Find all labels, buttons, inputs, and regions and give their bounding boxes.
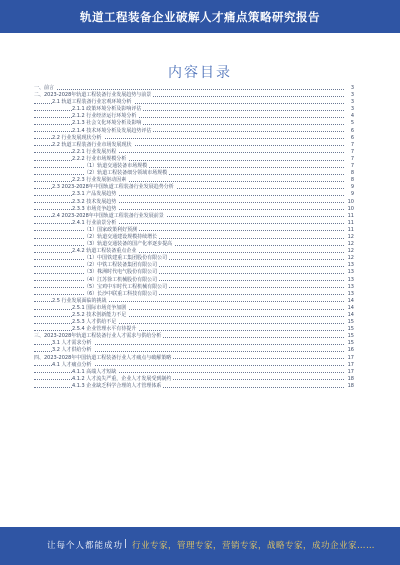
toc-entry-label: 2.4.1 行业前景分析 bbox=[72, 219, 117, 226]
toc-page-number: 10 bbox=[347, 205, 354, 212]
footer-slogan: 行业专家，管理专家，营销专家，战略专家，成功企业家…… bbox=[132, 541, 376, 551]
toc-entry-label: 2.1.1 政策环境分析及影响评估 bbox=[72, 106, 142, 113]
toc-page-number: 17 bbox=[347, 368, 354, 375]
toc-entry[interactable] bbox=[34, 248, 354, 255]
toc-page-number: 14 bbox=[347, 297, 354, 304]
toc-entry-label: 4.1.3 企业缺乏科学合理的人才管理体系 bbox=[72, 382, 162, 389]
toc-entry[interactable] bbox=[34, 149, 354, 156]
footer-banner bbox=[0, 527, 400, 565]
toc-page-number: 5 bbox=[350, 120, 354, 127]
toc-page-number: 13 bbox=[347, 276, 354, 283]
toc-entry-label: 2.3.3 市场竞争趋势 bbox=[72, 205, 117, 212]
toc-entry-label: 2.2 轨道工程装备行业市场发展现状 bbox=[52, 141, 132, 148]
toc-page-number: 3 bbox=[350, 106, 354, 113]
toc-leader-dots bbox=[34, 167, 344, 168]
toc-heading: 内容目录 bbox=[168, 65, 232, 81]
toc-entry-label: 2.3.1 产品发展趋势 bbox=[72, 191, 117, 198]
toc-page-number: 11 bbox=[347, 212, 354, 219]
toc-page-number: 11 bbox=[347, 219, 354, 226]
toc-page-number: 10 bbox=[347, 198, 354, 205]
toc-entry-label: 四、2023-2028年中国轨道工程装备行业人才痛点与破解策略 bbox=[34, 354, 172, 361]
toc-page-number: 14 bbox=[347, 304, 354, 311]
toc-page-number: 15 bbox=[347, 340, 354, 347]
toc-entry-label: 2.1.4 技术环境分析及发展趋势评估 bbox=[72, 127, 152, 134]
toc-entry-label: 一、前言 bbox=[34, 85, 55, 91]
toc-entry-label: 2.4 2023-2028年中国轨道工程装备行业发展前景 bbox=[52, 212, 164, 219]
toc-page-number: 12 bbox=[347, 241, 354, 248]
toc-page-number: 12 bbox=[347, 248, 354, 255]
toc-leader-dots bbox=[34, 280, 344, 281]
toc-page-number: 7 bbox=[350, 155, 354, 162]
toc-entry[interactable] bbox=[34, 362, 354, 369]
toc-entry-label: （3）株洲时代电气股份有限公司 bbox=[84, 269, 158, 276]
toc-page-number: 13 bbox=[347, 269, 354, 276]
toc-entry[interactable] bbox=[34, 213, 354, 220]
toc-entry[interactable] bbox=[34, 269, 354, 276]
toc-entry[interactable] bbox=[34, 255, 354, 262]
toc-entry[interactable] bbox=[34, 355, 354, 362]
toc-entry-label: 2.1.2 行业经济运行环境分析 bbox=[72, 113, 137, 120]
toc-page-number: 4 bbox=[350, 113, 354, 120]
toc-entry[interactable] bbox=[34, 376, 354, 383]
toc-page-number: 12 bbox=[347, 255, 354, 262]
toc-entry[interactable] bbox=[34, 347, 354, 354]
toc-entry-label: 2.5.2 技术创新能力不足 bbox=[72, 312, 127, 318]
toc-entry[interactable] bbox=[34, 206, 354, 213]
toc-page-number: 7 bbox=[350, 141, 354, 148]
toc-page-number: 16 bbox=[347, 347, 354, 354]
toc-entry-label: 2.1.3 社会文化环境分析及影响 bbox=[72, 120, 142, 127]
toc-page-number: 18 bbox=[347, 382, 354, 389]
toc-leader-dots bbox=[34, 238, 344, 239]
toc-entry[interactable] bbox=[34, 227, 354, 234]
toc-entry-label: 2.2 行业发展现状分析 bbox=[52, 134, 102, 141]
footer-separator: | bbox=[124, 539, 127, 549]
toc-entry-label: 二、2023-2028年轨道工程装备行业发展趋势与前景 bbox=[34, 92, 152, 99]
toc-leader-dots bbox=[34, 259, 344, 260]
toc-page-number: 13 bbox=[347, 290, 354, 297]
toc-page-number: 13 bbox=[347, 283, 354, 290]
toc-page-number: 7 bbox=[350, 148, 354, 155]
toc-entry-label: 2.4.2 轨道工程装备重点企业 bbox=[72, 248, 137, 255]
toc-entry[interactable] bbox=[34, 234, 354, 241]
toc-entry-label: （6）长沙中联重工科技有限公司 bbox=[84, 290, 158, 297]
toc-entry-label: 2.5.4 企业管理水平有待提升 bbox=[72, 326, 137, 333]
toc-page-number: 6 bbox=[350, 134, 354, 141]
toc-entry-label: 2.2.1 行业发展历程 bbox=[72, 148, 117, 155]
toc-entry-label: （2）轨道工程装备细分领域市场规模 bbox=[84, 170, 168, 177]
toc-entry-label: 2.2.3 行业发展驱动因素 bbox=[72, 177, 127, 184]
toc-page-number: 3 bbox=[350, 99, 354, 106]
toc-page-number: 8 bbox=[350, 170, 354, 177]
toc-page-number: 13 bbox=[347, 262, 354, 269]
toc-entry-label: （1）国家政策利好预测 bbox=[84, 226, 138, 233]
footer-motto: 让每个人都能成功 bbox=[47, 541, 124, 551]
toc-entry-label: 4.1 人才痛点分析 bbox=[52, 361, 92, 368]
toc-page-number: 15 bbox=[347, 326, 354, 333]
toc-entry[interactable] bbox=[34, 142, 354, 149]
toc-page-number: 17 bbox=[347, 354, 354, 361]
toc-entry-label: 2.1 轨道工程装备行业宏观环境分析 bbox=[52, 99, 132, 106]
toc-entry[interactable] bbox=[34, 163, 354, 170]
toc-entry-label: （1）轨道交通装备市场规模 bbox=[84, 163, 148, 170]
toc-leader-dots bbox=[34, 230, 344, 231]
toc-entry-label: 3.1 人才需求分析 bbox=[52, 340, 92, 347]
toc-entry[interactable] bbox=[34, 120, 354, 127]
toc-entry[interactable] bbox=[34, 284, 354, 291]
toc-page-number: 15 bbox=[347, 333, 354, 340]
report-title: 轨道工程装备企业破解人才痛点策略研究报告 bbox=[80, 10, 320, 24]
toc-page-number: 9 bbox=[350, 191, 354, 198]
toc-entry[interactable] bbox=[34, 262, 354, 269]
toc-page-number: 3 bbox=[350, 92, 354, 99]
toc-entry-label: 2.5.3 人才供给不足 bbox=[72, 319, 117, 326]
header-banner bbox=[0, 0, 400, 33]
toc-entry[interactable] bbox=[34, 128, 354, 135]
toc-entry-label: 2.2.2 行业市场规模分析 bbox=[72, 155, 127, 162]
toc-page-number: 7 bbox=[350, 163, 354, 170]
toc-leader-dots bbox=[34, 174, 344, 175]
toc-entry-label: 4.1.2 人才流失严重，企业人才发展受到制约 bbox=[72, 375, 172, 382]
toc-page-number: 18 bbox=[347, 375, 354, 382]
toc-entry[interactable] bbox=[34, 298, 354, 305]
toc-leader-dots bbox=[34, 273, 344, 274]
toc-entry-label: 3.2 人才供给分析 bbox=[52, 347, 92, 354]
toc-entry[interactable] bbox=[34, 156, 354, 163]
toc-entry-label: （2）中铁工程装备集团有限公司 bbox=[84, 262, 158, 269]
toc-leader-dots bbox=[34, 287, 344, 288]
toc-entry[interactable] bbox=[34, 277, 354, 284]
toc-entry-label: （5）宝鸡中车时代工程机械有限公司 bbox=[84, 283, 168, 290]
toc-entry-label: 三、2023-2028年轨道工程装备行业人才需求与供给分析 bbox=[34, 333, 162, 340]
toc-entry-label: 4.1.1 高端人才短缺 bbox=[72, 368, 117, 375]
toc-entry-label: 2.5.1 国际市场竞争加剧 bbox=[72, 304, 127, 311]
toc-page-number: 9 bbox=[350, 184, 354, 191]
toc-page-number: 15 bbox=[347, 319, 354, 326]
toc-entry[interactable] bbox=[34, 291, 354, 298]
toc-page-number: 8 bbox=[350, 177, 354, 184]
toc-entry-label: 2.3 2023-2028年中国轨道工程装备行业发展趋势分析 bbox=[52, 184, 174, 191]
toc-page-number: 6 bbox=[350, 127, 354, 134]
toc-entry[interactable] bbox=[34, 305, 354, 312]
toc-leader-dots bbox=[34, 266, 344, 267]
toc-entry[interactable] bbox=[34, 369, 354, 376]
toc-entry-label: （4）江苏徐工机械股份有限公司 bbox=[84, 276, 158, 283]
toc-entry-label: 2.5 行业发展面临的挑战 bbox=[52, 297, 107, 304]
toc-entry-label: （2）轨道交通建设规模持续增长 bbox=[84, 233, 158, 240]
toc-entry[interactable] bbox=[34, 383, 354, 390]
toc-leader-dots bbox=[34, 294, 344, 295]
toc-entry-label: （1）中国铁建重工集团股份有限公司 bbox=[84, 255, 168, 262]
toc-page-number: 3 bbox=[350, 85, 354, 91]
toc-leader-dots bbox=[34, 245, 344, 246]
toc-entry[interactable] bbox=[34, 220, 354, 227]
toc-entry[interactable] bbox=[34, 191, 354, 198]
toc-entry-label: （3）轨道交通装备的国产化率逐步提高 bbox=[84, 241, 173, 248]
toc-leader-dots bbox=[34, 89, 344, 90]
toc-entry-label: 2.3.2 技术发展趋势 bbox=[72, 198, 117, 205]
toc-page-number: 12 bbox=[347, 233, 354, 240]
toc-page-number: 17 bbox=[347, 361, 354, 368]
toc-entry[interactable] bbox=[34, 135, 354, 142]
table-of-contents bbox=[34, 85, 354, 505]
toc-entry[interactable] bbox=[34, 199, 354, 206]
toc-page-number: 11 bbox=[347, 226, 354, 233]
toc-page-number: 14 bbox=[347, 312, 354, 318]
